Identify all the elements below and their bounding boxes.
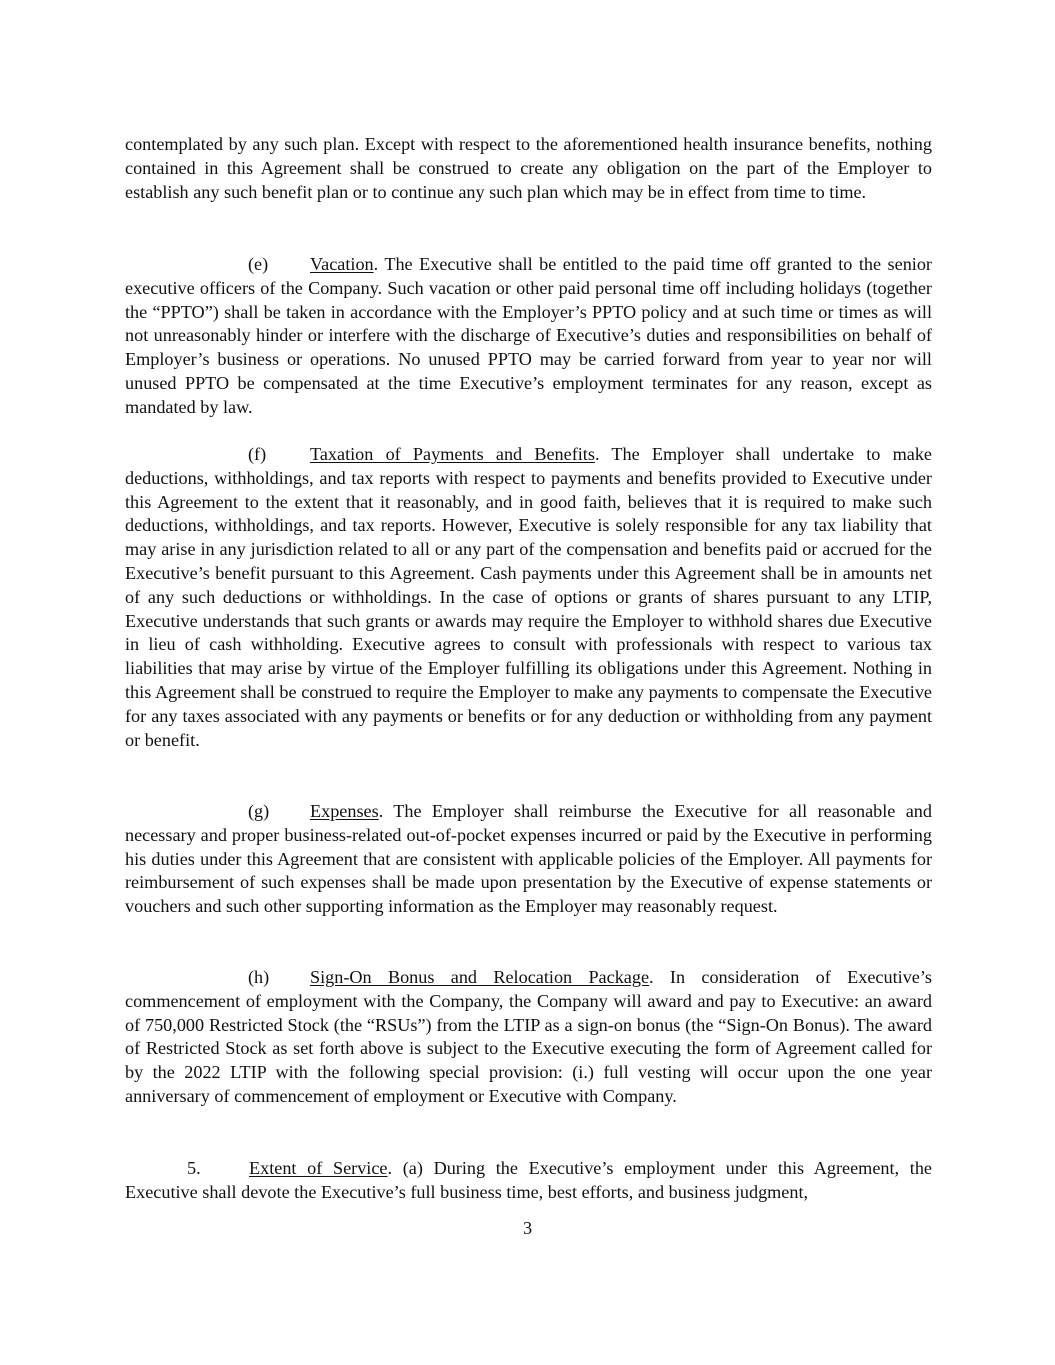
paragraph-e-body: . The Executive shall be entitled to the paid time off granted to the senior executive officers of the Company. Such vacation or other paid personal time off including holidays (together the “PPTO”) shall be taken in accordance with the Employer’s PPTO policy and at such time or times as will not unreasonably hinder or interfere with the discharge of Executive’s duties and responsibilities on behalf of Employer’s business or operations. No unused PPTO may be carried forward from year to year nor will unused PPTO be compensated at the time Executive’s employment terminates for any reason, except as mandated by law. [125, 254, 932, 417]
section-5-label: 5. [187, 1158, 201, 1178]
paragraph-e-label: (e) [248, 254, 269, 274]
paragraph-continued-text: contemplated by any such plan. Except with respect to the aforementioned health insurance benefits, nothing contained in this Agreement shall be construed to create any obligation on the part of the Employer to establish any such benefit plan or to continue any such plan which may be in effect from time to time. [125, 134, 932, 202]
paragraph-h-body: . In consideration of Executive’s commencement of employment with the Company, the Company will award and pay to Executive: an award of 750,000 Restricted Stock (the “RSUs”) from the LTIP as a sign-on bonus (the “Sign-On Bonus). The award of Restricted Stock as set forth above is subject to the Executive executing the form of Agreement called for by the 2022 LTIP with the following special provision: (i.) full vesting will occur upon the one year anniversary of commencement of employment or Executive with Company. [125, 967, 932, 1106]
paragraph-g-body: . The Employer shall reimburse the Executive for all reasonable and necessary and proper business-related out-of-pocket expenses incurred or paid by the Executive in performing his duties under this Agreement that are consistent with applicable policies of the Employer. All payments for reimbursement of such expenses shall be made upon presentation by the Executive of expense statements or vouchers and such other supporting information as the Employer may reasonably request. [125, 801, 932, 917]
paragraph-g-heading: Expenses [310, 801, 379, 821]
paragraph-e-heading: Vacation [310, 254, 374, 274]
paragraph-h-heading: Sign-On Bonus and Relocation Package [310, 967, 650, 987]
section-5-heading: Extent of Service [249, 1158, 388, 1178]
paragraph-e-vacation [125, 253, 932, 420]
paragraph-g-label: (g) [248, 801, 270, 821]
section-5-extent-of-service [125, 1157, 932, 1205]
page-number: 3 [522, 1218, 533, 1238]
paragraph-f-heading: Taxation of Payments and Benefits [310, 444, 595, 464]
paragraph-h-label: (h) [248, 967, 270, 987]
paragraph-f-label: (f) [248, 444, 267, 464]
paragraph-continued-benefits [125, 133, 932, 204]
paragraph-f-taxation [125, 443, 932, 752]
paragraph-g-expenses [125, 800, 932, 919]
paragraph-f-body: . The Employer shall undertake to make deductions, withholdings, and tax reports with respect to payments and benefits provided to Executive under this Agreement to the extent that it reasonably, and in good faith, believes that it is required to make such deductions, withholdings, and tax reports. However, Executive is solely responsible for any tax liability that may arise in any jurisdiction related to all or any part of the compensation and benefits paid or accrued for the Executive’s benefit pursuant to this Agreement. Cash payments under this Agreement shall be in amounts net of any such deductions or withholdings. In the case of options or grants of shares pursuant to any LTIP, Executive understands that such grants or awards may require the Employer to withhold shares due Executive in lieu of cash withholding. Executive agrees to consult with professionals with respect to various tax liabilities that may arise by virtue of the Employer fulfilling its obligations under this Agreement. Nothing in this Agreement shall be construed to require the Employer to make any payments to compensate the Executive for any taxes associated with any payments or benefits or for any deduction or withholding from any payment or benefit. [125, 444, 932, 750]
paragraph-h-sign-on-bonus [125, 966, 932, 1109]
section-5-body: . (a) During the Executive’s employment under this Agreement, the Executive shall devote the Executive’s full business time, best efforts, and business judgment, [125, 1158, 932, 1202]
